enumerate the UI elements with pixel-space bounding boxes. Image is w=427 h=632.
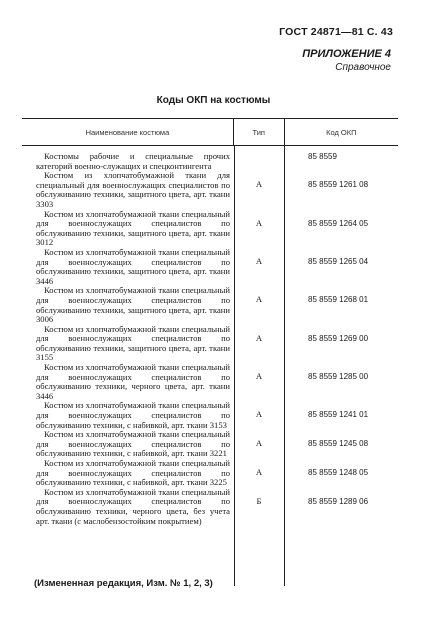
row-code: 85 8559 1264 05	[308, 218, 369, 228]
row-code: 85 8559 1248 05	[308, 468, 369, 477]
table-row	[22, 401, 398, 430]
row-description	[22, 363, 234, 401]
table-rows	[22, 146, 398, 586]
row-type: А	[255, 217, 263, 228]
row-description	[22, 325, 234, 363]
table-row	[22, 459, 398, 488]
row-description	[22, 248, 234, 286]
row-description-text: Костюм из хлопчатобумажной ткани специальный для военнослужащих специалистов по обслуживанию техники, с набивкой, арт. ткани 3221	[36, 429, 230, 459]
row-description	[22, 488, 234, 526]
row-description	[22, 171, 234, 209]
table-row	[22, 286, 398, 324]
table-row	[22, 210, 398, 248]
row-code: 85 8559 1268 01	[308, 295, 369, 305]
row-description	[22, 459, 234, 488]
row-code: 85 8559 1269 00	[308, 333, 369, 343]
row-description	[22, 401, 234, 430]
row-type: Б	[256, 495, 262, 506]
column-header-name: Наименование костюма	[85, 127, 170, 137]
row-description	[22, 430, 234, 459]
table-row	[22, 248, 398, 286]
table-title: Коды ОКП на костюмы	[156, 95, 271, 106]
row-type	[234, 152, 284, 171]
page-reference: ГОСТ 24871—81 С. 43	[279, 26, 393, 38]
appendix-note: Справочное	[335, 62, 391, 73]
row-type: А	[255, 371, 263, 382]
row-type: А	[255, 409, 263, 420]
column-divider	[284, 146, 285, 586]
row-description-text: Костюм из хлопчатобумажной ткани специальный для военнослужащих специалистов по обслуживанию техники, защитного цвета, арт. ткани 3012	[36, 208, 230, 248]
row-description-text: Костюм из хлопчатобумажной ткани для специальный для военнослужащих специалистов по обслуживанию техники, защитного цвета, арт. ткани 3303	[36, 170, 230, 209]
table-header	[22, 119, 398, 146]
column-divider	[234, 146, 235, 586]
row-type: А	[255, 467, 263, 477]
column-header-type: Тип	[233, 119, 284, 145]
row-code: 85 8559 1241 01	[308, 410, 369, 420]
revision-note: (Измененная редакция, Изм. № 1, 2, 3)	[34, 578, 213, 589]
row-description	[22, 152, 234, 171]
table-body	[22, 146, 398, 586]
appendix-label: ПРИЛОЖЕНИЕ 4	[302, 48, 391, 60]
row-description-text: Костюм из хлопчатобумажной ткани специальный для военнослужащих специалистов по обслуживанию техники, защитного цвета, арт. ткани 3006	[36, 285, 230, 325]
row-description	[22, 286, 234, 324]
row-code: 85 8559 1285 00	[308, 372, 369, 382]
row-type: А	[255, 438, 263, 449]
table-row	[22, 325, 398, 363]
table-row	[22, 488, 398, 526]
row-description	[22, 210, 234, 248]
column-header-code: Код ОКП	[284, 119, 398, 145]
row-description-text: Костюм из хлопчатобумажной ткани специальный для военнослужащих специалистов по обслуживанию техники, с набивкой, арт. ткани 3153	[36, 400, 230, 430]
table-row	[22, 363, 398, 401]
table-row	[22, 152, 398, 171]
table-row	[22, 171, 398, 209]
row-description-text: Костюм из хлопчатобумажной ткани специальный для военнослужащих специалистов по обслуживанию техники, черного цвета, арт. ткани 3446	[36, 362, 230, 401]
row-code: 85 8559 1261 08	[308, 180, 369, 190]
row-type: А	[255, 179, 263, 190]
row-type: А	[255, 255, 263, 266]
row-description-text: Костюм из хлопчатобумажной ткани специальный для военнослужащих специалистов по обслуживанию техники, защитного цвета, арт. ткани 3446	[36, 246, 230, 286]
row-description-text: Костюмы рабочие и специальные прочих категорий военно-служащих и спецконтингента	[36, 151, 230, 171]
row-description-text: Костюм из хлопчатобумажной ткани специальный для военнослужащих специалистов по обслуживанию техники, с набивкой, арт. ткани 3225	[36, 458, 230, 488]
row-type: А	[255, 332, 263, 343]
row-description-text: Костюм из хлопчатобумажной ткани специальный для военнослужащих специалистов по обслуживанию техники, черного цвета, без учета арт. ткани (с маслобензостойким покрытием)	[36, 486, 230, 526]
codes-table	[22, 118, 398, 586]
row-description-text: Костюм из хлопчатобумажной ткани специальный для военнослужащих специалистов по обслуживанию техники, защитного цвета, арт. ткани 3155	[36, 323, 230, 363]
row-code: 85 8559 1265 04	[308, 256, 369, 266]
row-code: 85 8559	[308, 152, 337, 161]
table-row	[22, 430, 398, 459]
row-code: 85 8559 1245 08	[308, 439, 369, 449]
row-code: 85 8559 1289 06	[308, 496, 369, 506]
row-type: А	[255, 294, 263, 305]
